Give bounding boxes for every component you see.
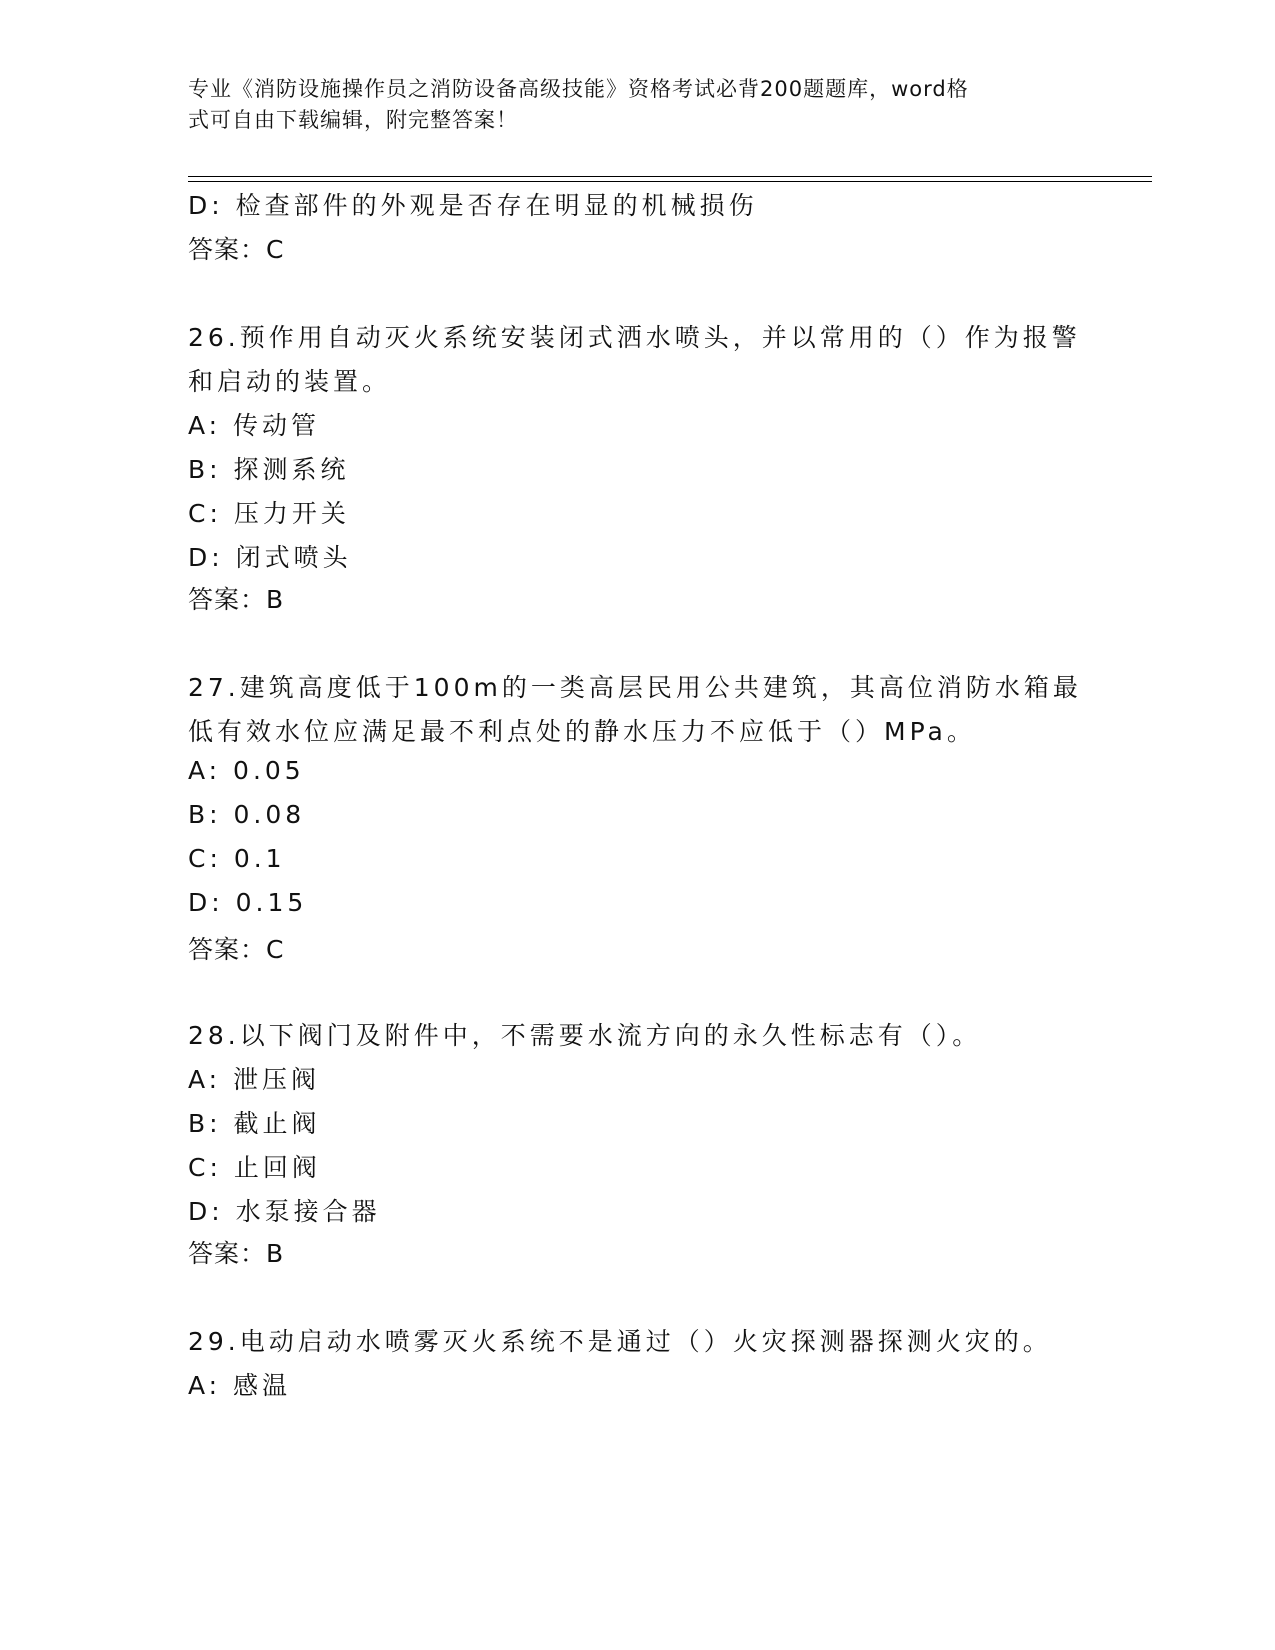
q27-option-a: A: 0.05	[188, 756, 305, 785]
q28-option-c: C: 止回阀	[188, 1153, 321, 1182]
q26-option-c: C: 压力开关	[188, 499, 350, 528]
q28-option-a: A: 泄压阀	[188, 1065, 321, 1094]
q27-stem-line-1: 27.建筑高度低于100m的一类高层民用公共建筑，其高位消防水箱最	[188, 673, 1082, 702]
q26-stem-line-2: 和启动的装置。	[188, 367, 392, 396]
q28-option-d: D: 水泵接合器	[188, 1197, 381, 1226]
q26-answer: 答案：B	[188, 585, 285, 614]
q27-answer: 答案：C	[188, 935, 285, 964]
header-rule-top	[188, 176, 1152, 177]
q28-option-b: B: 截止阀	[188, 1109, 321, 1138]
q26-option-a: A: 传动管	[188, 411, 321, 440]
q27-stem-line-2: 低有效水位应满足最不利点处的静水压力不应低于（）MPa。	[188, 717, 976, 746]
header-rule-bottom	[188, 181, 1152, 182]
q29-stem-line-1: 29.电动启动水喷雾灭火系统不是通过（）火灾探测器探测火灾的。	[188, 1327, 1052, 1356]
q26-option-d: D: 闭式喷头	[188, 543, 352, 572]
q29-option-a: A: 感温	[188, 1371, 292, 1400]
q26-option-b: B: 探测系统	[188, 455, 350, 484]
prev-option-d: D: 检查部件的外观是否存在明显的机械损伤	[188, 191, 758, 220]
q28-stem-line-1: 28.以下阀门及附件中，不需要水流方向的永久性标志有（）。	[188, 1021, 982, 1050]
q27-option-d: D: 0.15	[188, 888, 308, 917]
q27-option-b: B: 0.08	[188, 800, 306, 829]
header-line-1: 专业《消防设施操作员之消防设备高级技能》资格考试必背200题题库，word格	[188, 77, 969, 101]
document-header	[188, 74, 1068, 136]
q26-stem-line-1: 26.预作用自动灭火系统安装闭式洒水喷头，并以常用的（）作为报警	[188, 323, 1081, 352]
q27-option-c: C: 0.1	[188, 844, 286, 873]
q28-answer: 答案：B	[188, 1239, 285, 1268]
header-line-2: 式可自由下载编辑，附完整答案！	[188, 108, 518, 132]
prev-answer: 答案：C	[188, 235, 285, 264]
